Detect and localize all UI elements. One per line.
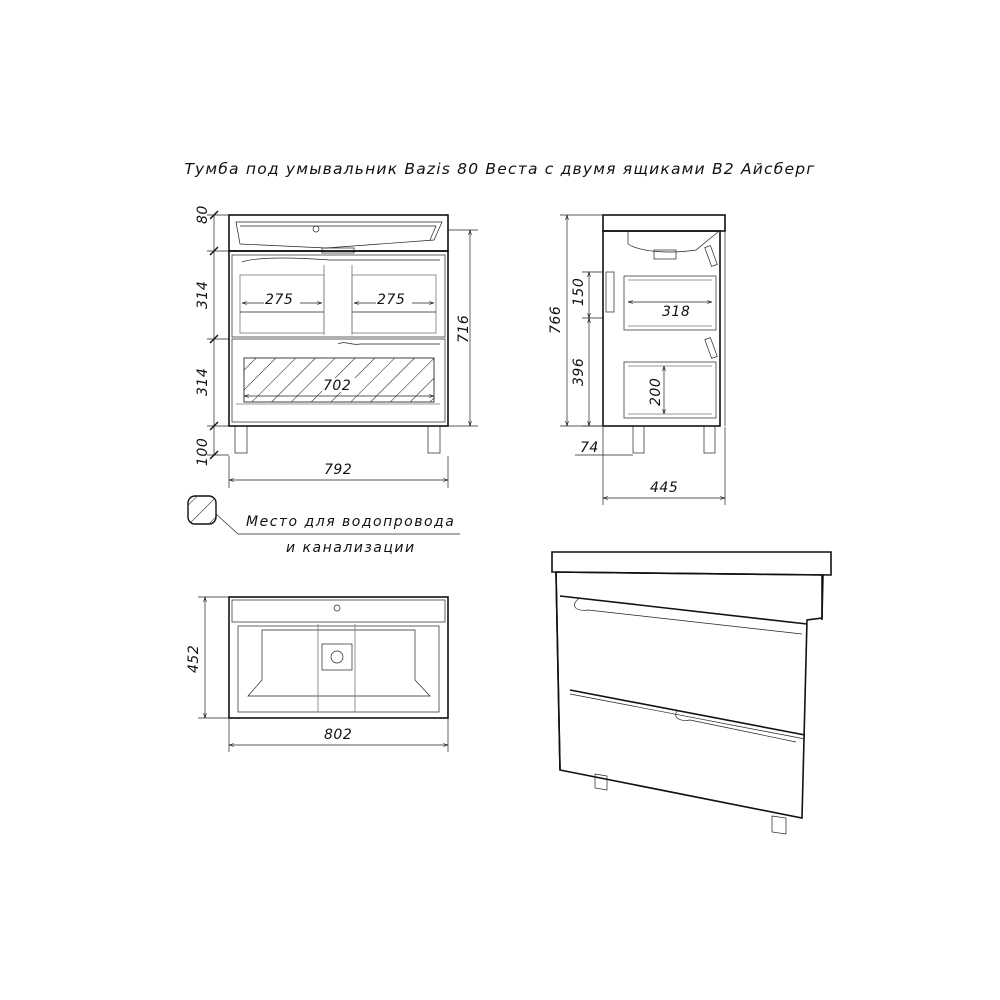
side-view (548, 215, 725, 505)
legend-text-line2: и канализации (286, 540, 416, 556)
top-drain-box (322, 644, 352, 670)
front-top-drawer (232, 255, 445, 337)
front-leg-left (235, 426, 247, 453)
dim-leg-74: 74 (580, 440, 599, 456)
dim-inner-right-275: 275 (377, 292, 406, 308)
dim-top-drawer-314: 314 (195, 280, 211, 309)
dim-inner-left-275: 275 (265, 292, 294, 308)
front-countertop (229, 215, 448, 251)
side-leg-right (704, 426, 715, 453)
dim-body-716: 716 (456, 314, 472, 343)
front-leg-right (428, 426, 440, 453)
dim-inner-depth-318: 318 (662, 304, 691, 320)
dim-inner-bottom-702: 702 (323, 378, 352, 394)
persp-countertop-front (552, 552, 831, 575)
persp-drawer-divider (570, 690, 805, 735)
dim-legs-100: 100 (195, 437, 211, 466)
persp-top-handle (574, 598, 802, 634)
dim-drawer-section-396: 396 (571, 357, 587, 386)
perspective-view (552, 552, 831, 834)
side-countertop (603, 215, 725, 231)
dim-top-depth-452: 452 (186, 644, 202, 673)
dim-top-width-802: 802 (324, 727, 353, 743)
top-view (186, 597, 448, 752)
persp-leg-right (772, 816, 786, 834)
side-bottom-drawer-box (624, 362, 716, 418)
drawing-title: Тумба под умывальник Bazis 80 Веста с двумя ящиками В2 Айсберг (184, 160, 816, 178)
dim-top-section-150: 150 (571, 277, 587, 306)
front-view (195, 205, 478, 488)
dim-total-766: 766 (548, 305, 564, 334)
dim-depth-445: 445 (650, 480, 679, 496)
dim-bottom-drawer-314: 314 (195, 367, 211, 396)
side-basin-outline (628, 231, 718, 252)
faucet-hole-icon (313, 226, 319, 232)
plumbing-zone-legend-symbol (188, 496, 216, 524)
top-faucet-hole-icon (334, 605, 340, 611)
legend-text-line1: Место для водопровода (246, 514, 456, 530)
dim-inner-height-200: 200 (648, 377, 664, 406)
dim-width-792: 792 (324, 462, 353, 478)
persp-leg-left (595, 774, 607, 790)
dim-countertop-80: 80 (195, 205, 211, 224)
side-leg-left (633, 426, 644, 453)
